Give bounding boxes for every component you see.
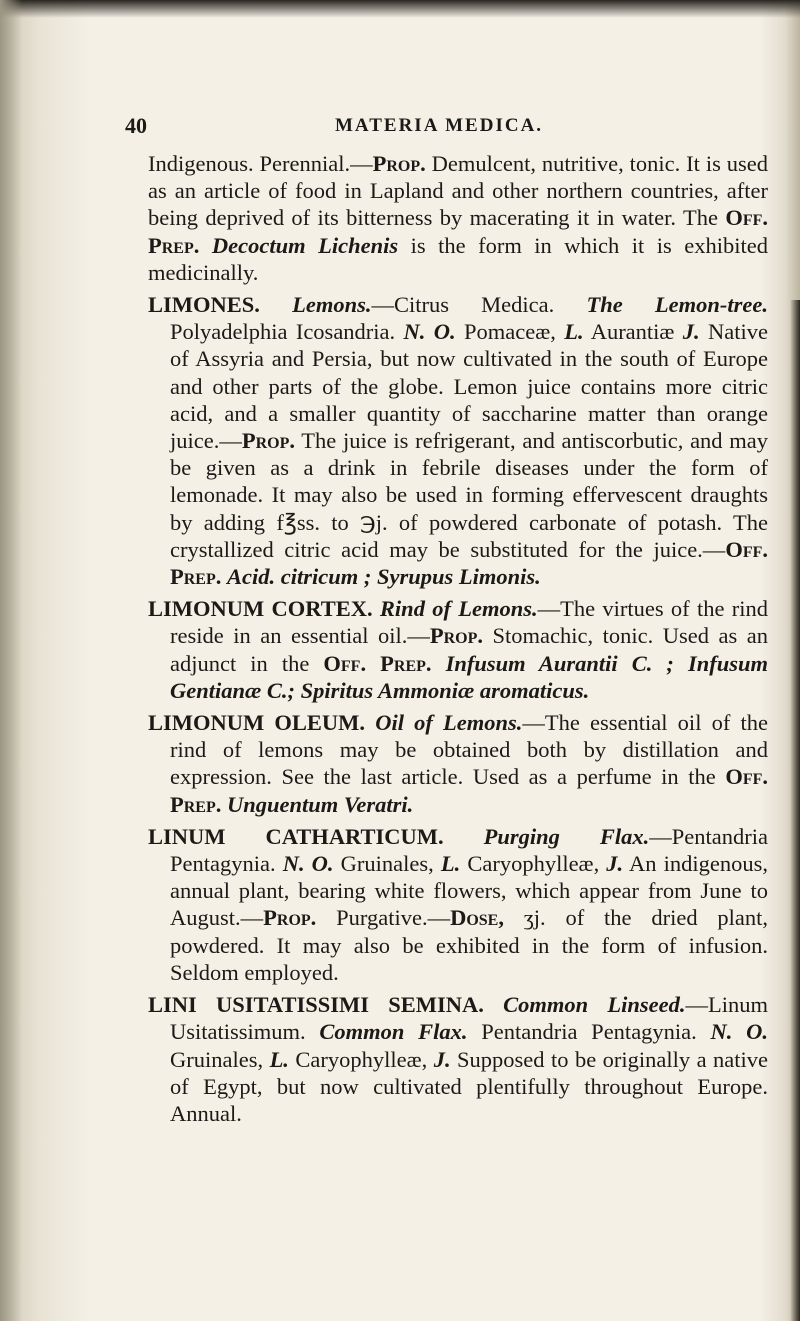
italic-run: J. <box>606 851 624 877</box>
entry-limonum-oleum <box>148 709 768 818</box>
label-off-prep: Off. Prep. <box>323 650 432 676</box>
italic-run: J. <box>682 319 700 345</box>
text-run <box>199 233 212 258</box>
text-run: —The virtues of the rind reside in an essential oil.— <box>170 596 768 649</box>
text-run: Supposed to be originally a native of Egypt, but now cultivated plentifully throughout Europe. Annual. <box>170 1046 768 1126</box>
label-prop: Prop. <box>372 151 426 176</box>
text-run: is the form in which it is exhibited medicinally. <box>148 232 769 285</box>
text-run: —Linum Usitatissimum. <box>170 992 769 1045</box>
entry-heading: LINI USITATISSIMI SEMINA. <box>148 992 484 1018</box>
page-header <box>125 113 775 143</box>
entry-limones <box>148 291 768 590</box>
label-prop: Prop. <box>263 905 317 931</box>
italic-run: Infusum Aurantii C. ; Infusum Gentianæ C.; Spiritus Ammoniæ aromaticus. <box>170 650 768 703</box>
page-number: 40 <box>125 113 147 138</box>
running-title: MATERIA MEDICA. <box>335 115 544 136</box>
italic-run: L. <box>269 1046 289 1072</box>
text-run: Gruinales, <box>170 1046 270 1072</box>
entry-heading: LIMONUM OLEUM. <box>148 710 366 736</box>
english-name: Rind of Lemons. <box>379 596 538 622</box>
entry-heading: LIMONUM CORTEX. <box>148 596 373 622</box>
page-right-edge <box>790 300 800 1321</box>
italic-run: N. O. <box>403 319 456 345</box>
entry-linum-catharticum <box>148 823 768 986</box>
label-dose: Dose, <box>450 905 504 931</box>
italic-run: L. <box>564 319 584 345</box>
italic-run: Acid. citricum ; Syrupus Limonis. <box>227 564 541 590</box>
english-name: Oil of Lemons. <box>375 710 523 736</box>
entry-lini-semina <box>148 991 768 1127</box>
entry-continued <box>148 150 768 286</box>
text-run: Stomachic, tonic. Used as an adjunct in the <box>170 623 768 676</box>
text-run: An indigenous, annual plant, bearing white flowers, which appear from June to August.— <box>170 851 768 931</box>
text-run: —The essential oil of the rind of lemons may be obtained both by distillation and expression. See the last article. Used as a perfume in the <box>170 710 768 790</box>
entry-limonum-cortex <box>148 595 768 704</box>
text-run: Polyadelphia Icosandria. <box>170 319 404 345</box>
italic-run: Decoctum Lichenis <box>211 232 399 258</box>
text-run: —Citrus Medica. <box>371 292 587 318</box>
entry-heading: LINUM CATHARTICUM. <box>148 823 444 849</box>
page-top-shadow <box>0 0 800 18</box>
text-run: Indigenous. Perennial.— <box>148 151 373 176</box>
text-run: ʒj. of the dried plant, powdered. It may also be exhibited in the form of infusion. Seldom employed. <box>170 905 768 985</box>
italic-run: N. O. <box>282 851 334 877</box>
italic-run: The Lemon-tree. <box>586 292 768 318</box>
italic-run: L. <box>440 851 461 877</box>
text-run: Pentandria Pentagynia. <box>467 1019 711 1045</box>
english-name: Common Linseed. <box>503 992 686 1018</box>
text-run <box>432 651 446 676</box>
body-text <box>148 150 768 1132</box>
label-off-prep: Off. Prep. <box>170 764 768 817</box>
entry-heading: LIMONES. <box>148 292 260 318</box>
italic-run: Unguentum Veratri. <box>227 791 414 817</box>
english-name: Lemons. <box>292 292 372 318</box>
label-off-prep: Off. Prep. <box>170 536 768 590</box>
text-run: Caryophylleæ, <box>288 1046 434 1072</box>
text-run: Purgative.— <box>316 905 451 931</box>
italic-run: J. <box>433 1046 451 1072</box>
italic-run: N. O. <box>710 1019 768 1045</box>
text-run: Pomaceæ, <box>455 319 565 345</box>
label-off-prep: Off. Prep. <box>148 205 768 258</box>
text-run: Native of Assyria and Persia, but now cultivated in the south of Europe and other parts of the globe. Lemon juice contains more citric acid, and a smaller quantity of saccharine matter than orange juice.— <box>170 319 769 454</box>
text-run: Gruinales, <box>333 851 441 877</box>
label-prop: Prop. <box>429 623 484 649</box>
english-name: Purging Flax. <box>483 823 650 849</box>
text-run: Aurantiæ <box>583 319 683 345</box>
italic-run: Common Flax. <box>319 1019 468 1045</box>
label-prop: Prop. <box>241 428 296 454</box>
page-gutter-shadow <box>0 0 22 1321</box>
text-run: Demulcent, nutritive, tonic. It is used as an article of food in Lapland and other northern countries, after being deprived of its bitterness by macerating it in water. The <box>148 151 768 231</box>
text-run: The juice is refrigerant, and antiscorbutic, and may be given as a drink in febrile diseases under the form of lemonade. It may also be used in forming effervescent draughts by adding f℥ss. to ℈j. of powdered carbonate of potash. The crystallized citric acid may be substituted for the juice.— <box>170 428 768 562</box>
text-run: Caryophylleæ, <box>460 851 607 877</box>
text-run: —Pentandria Pentagynia. <box>170 823 769 877</box>
